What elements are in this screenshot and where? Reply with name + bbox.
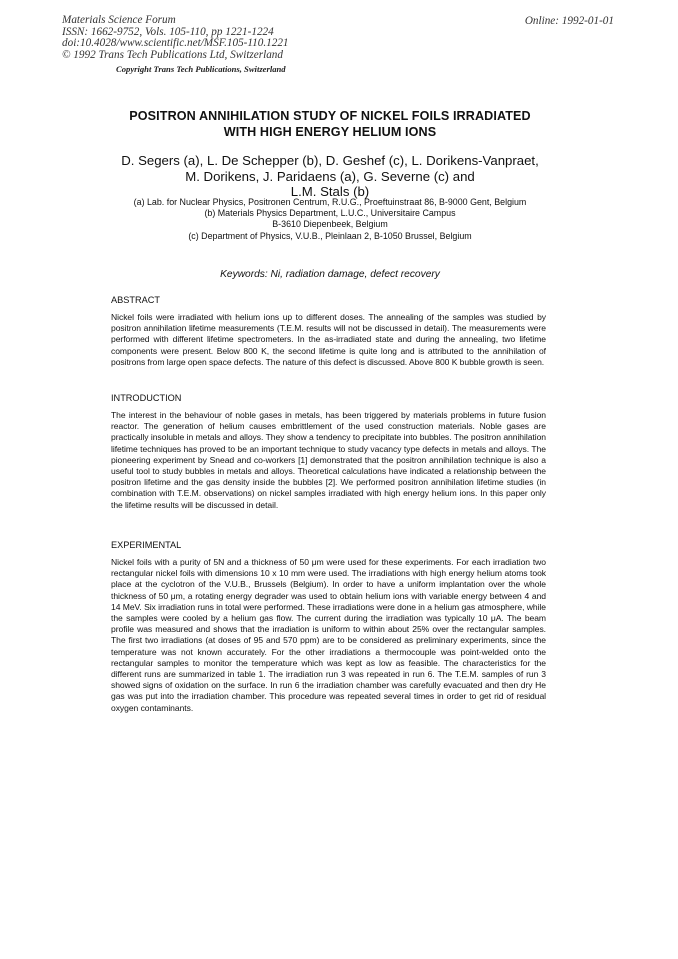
introduction-section xyxy=(111,393,546,511)
keywords: Keywords: Ni, radiation damage, defect recovery xyxy=(220,269,440,280)
section-heading-experimental: EXPERIMENTAL xyxy=(111,540,182,550)
title-line-1: POSITRON ANNIHILATION STUDY OF NICKEL FOILS IRRADIATED xyxy=(129,109,531,123)
affiliation-a: (a) Lab. for Nuclear Physics, Positronen Centrum, R.U.G., Proeftuinstraat 86, B-9000 Gent, Belgium xyxy=(133,197,527,207)
copyright-stamp: Copyright Trans Tech Publications, Switzerland xyxy=(116,64,286,74)
section-heading-introduction: INTRODUCTION xyxy=(111,393,182,403)
online-date: Online: 1992-01-01 xyxy=(524,15,614,27)
issn-line: ISSN: 1662-9752, Vols. 105-110, pp 1221-1224 xyxy=(62,25,274,38)
copyright-line: © 1992 Trans Tech Publications Ltd, Switzerland xyxy=(62,48,283,61)
introduction-text: The interest in the behaviour of noble gases in metals, has been triggered by materials problems in future fusion reactor. The generation of helium causes embrittlement of the used construction materials. Noble gases are practically insoluble in metals and alloys. They show a tendency to precipitate into bubbles. The positron annihilation lifetime techniques has proved to be an important technique to study vacancy type defects in metals and alloys. The pioneering experiment by Snead and co-workers [1] demonstrated that the positron annihilation technique is also a useful tool to study bubbles in metals and alloys. Theoretical calculations have indicated a relationship between the positron lifetime and the gas density inside the bubbles [2]. We performed positron annihilation lifetime studies (in combination with T.E.M. observations) on nickel samples irradiated with high energy helium ions. In this paper only the lifetime results will be discussed in detail. xyxy=(111,410,546,510)
affiliation-b-city: B-3610 Diepenbeek, Belgium xyxy=(272,219,388,230)
affiliation-c: (c) Department of Physics, V.U.B., Pleinlaan 2, B-1050 Brussel, Belgium xyxy=(188,230,472,241)
experimental-section xyxy=(111,540,546,714)
title-line-2: WITH HIGH ENERGY HELIUM IONS xyxy=(223,125,437,139)
authors-line-2: M. Dorikens, J. Paridaens (a), G. Severne (c) and xyxy=(185,168,475,184)
abstract-section xyxy=(111,295,546,368)
experimental-text: Nickel foils with a purity of 5N and a thickness of 50 μm were used for these experiments. For each irradiation two rectangular nickel foils with dimensions 10 x 10 mm were used. The irradiations with high energy helium atoms took place at the cyclotron of the V.U.B., Brussels (Belgium). In order to have a uniform implantation over the whole thickness of 50 μm, a rotating energy degrader was used to obtain helium ions with variable energy between 4 and 14 MeV. Six irradiation runs in total were performed. These irradiations were done in a helium gas atmosphere, while the samples were cooled by a helium gas flow. The current during the irradiation was typically 10 μA. The beam profile was measured and shows that the irradiation is uniform to within about 25% over the rectangular samples. The first two irradiations (at doses of 95 and 570 ppm) are to be considered as preliminary experiments, since the temperature was not known accurately. For the other irradiations a thermocouple was point-welded onto the rectangular samples to monitor the temperature which was kept as low as feasible. The characteristics for the different runs are summarized in table 1. The irradiation run 3 was repeated in run 6. The T.E.M. samples of run 3 showed signs of oxidation on the surface. In run 6 the irradiation chamber was carefully evacuated and then dry He gas was put into the irradiation chamber. This procedure was repeated several times in order to get rid of residual oxygen contaminants. xyxy=(111,557,546,713)
paper-title xyxy=(80,108,580,140)
affiliation-b: (b) Materials Physics Department, L.U.C., Universitaire Campus xyxy=(204,208,456,219)
journal-name: Materials Science Forum xyxy=(62,14,176,26)
affiliations xyxy=(80,197,580,242)
section-heading-abstract: ABSTRACT xyxy=(111,295,161,305)
abstract-text: Nickel foils were irradiated with helium ions up to different doses. The annealing of the samples was studied by positron annihilation lifetime measurements (T.E.M. results will not be discussed in detail). The measurements were performed with different lifetime spectrometers. In the as-irradiated state and during the annealing, two lifetime components were present. Below 800 K, the second lifetime is quite long and is attributed to the annihilation of positrons from large open space defects. The nature of this defect is discussed. Above 800 K bubble growth is seen. xyxy=(111,312,546,367)
authors-line-1: D. Segers (a), L. De Schepper (b), D. Geshef (c), L. Dorikens-Vanpraet, xyxy=(121,153,539,168)
publication-metadata xyxy=(62,15,289,61)
doi-link[interactable]: doi:10.4028/www.scientific.net/MSF.105-110.1221 xyxy=(62,37,289,50)
authors-line-3: L.M. Stals (b) xyxy=(290,184,370,199)
author-list xyxy=(60,153,600,200)
